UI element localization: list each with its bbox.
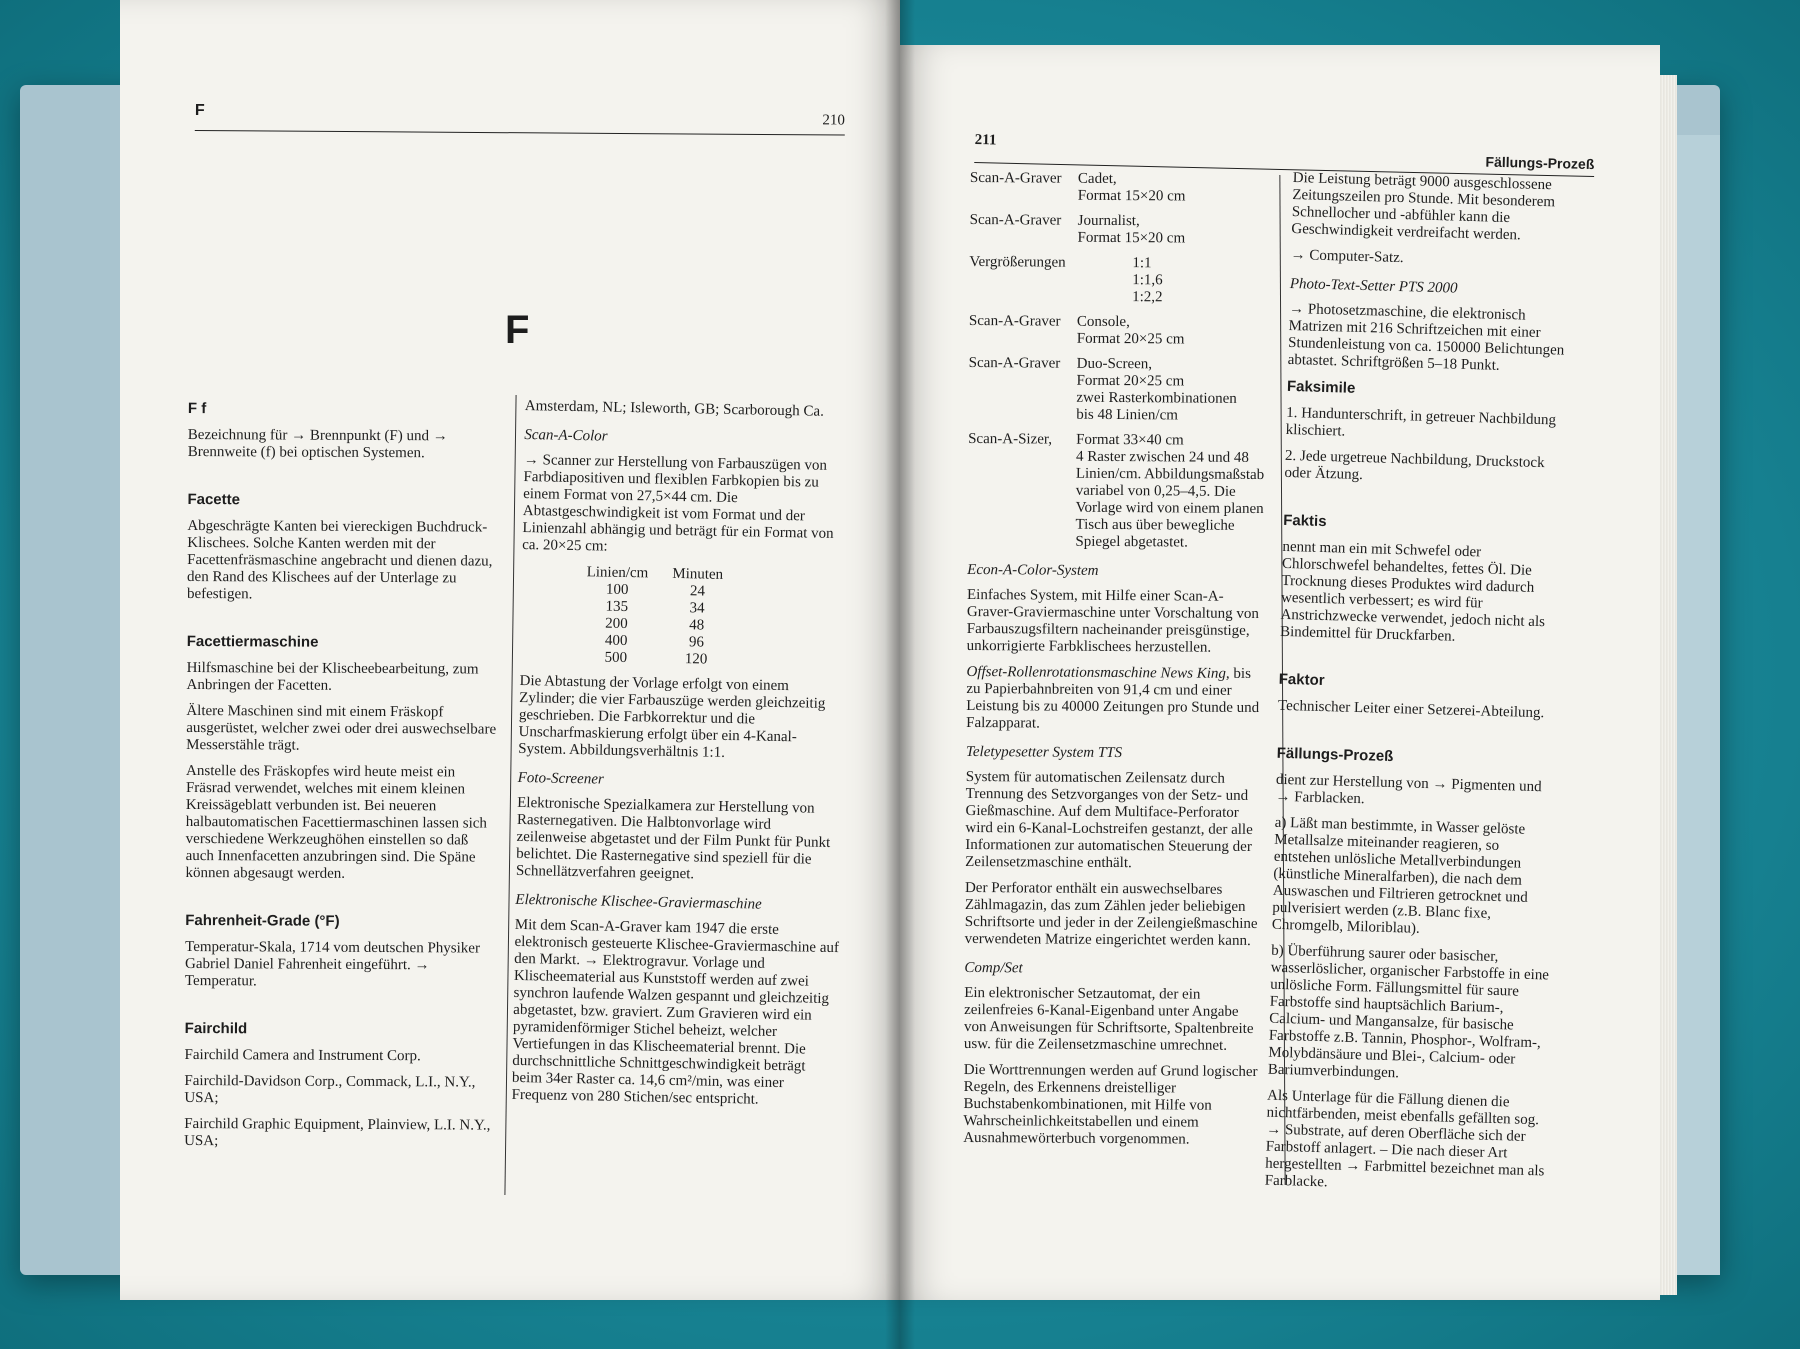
- spec-key: Scan-A-Graver: [968, 312, 1061, 330]
- spec-value-line: Format 20×25 cm: [1076, 330, 1185, 348]
- entry-text: Technischer Leiter einer Setzerei-Abteilung.: [1277, 697, 1545, 722]
- entry-text: Ein elektronischer Setzautomat, der ein zeilenfreies 6-Kanal-Eigenband unter Angabe von Anweisungen für Schriftsorte, Spaltenbreite usw. für die Zeilensetzmaschine umrechnet.: [963, 984, 1254, 1054]
- entry-text: Anstelle des Fräskopfes wird heute meist ein Fräsrad verwendet, welches mit einem kleinen Kreissägeblatt verbunden ist. Bei neueren halbautomatischen Facettiermaschinen lassen sich verschiedene Werkzeughöhen einstellen so daß auch Innenfacetten anzubringen sind. Die Späne können abgesaugt werden.: [185, 762, 487, 882]
- page-number-left: 210: [822, 112, 845, 129]
- table-cell: 48: [689, 617, 705, 634]
- entry-term: Fahrenheit-Grade (°F): [185, 911, 340, 930]
- entry-title: Econ-A-Color-System: [967, 561, 1099, 579]
- entry-text: Fairchild Graphic Equipment, Plainview, L.I. N.Y., USA;: [184, 1115, 491, 1150]
- spec-key: Vergrößerungen: [969, 253, 1066, 271]
- entry-text: Abgeschrägte Kanten bei viereckigen Buchdruck-Klischees. Solche Kanten werden mit der Facettenfräsmaschine angebracht und dienen dazu, den Rand des Klischees auf der Unterlage zu befestigen.: [186, 517, 493, 603]
- spec-value-line: 4 Raster zwischen 24 und 48 Linien/cm. Abbildungsmaßstab variabel von 0,25–4,5. Die Vorlage wird von einem planen Tisch aus über bewegliche Spiegel abgetastet.: [1075, 448, 1265, 551]
- page-number-right: 211: [974, 131, 997, 149]
- header-letter: F: [194, 101, 205, 120]
- spec-value: [1077, 314, 1269, 349]
- entry-text: System für automatischen Zeilensatz durch Trennung des Setzvorganges von der Setz- und Gießmaschine. Auf dem Multiface-Perforator wird ein 6-Kanal-Lochstreifen gestanzt, der alle Informationen zur automatischen Steuerung der Zeilensetzmaschine enthält.: [965, 768, 1253, 872]
- book-gutter: [885, 0, 915, 1349]
- entry-text: [966, 664, 1266, 734]
- right-column-2: [1264, 170, 1573, 1206]
- entry-term: Facette: [187, 490, 241, 509]
- table-cell: 400: [604, 632, 628, 650]
- spec-value-line: Journalist,: [1077, 212, 1140, 230]
- right-page: [900, 45, 1660, 1300]
- table-row: [575, 649, 736, 669]
- entry-text: Fairchild-Davidson Corp., Commack, L.I., N.Y., USA;: [184, 1072, 476, 1107]
- entry-text: Hilfsmaschine bei der Klischeebearbeitung, zum Anbringen der Facetten.: [186, 659, 479, 694]
- entry-text: Ältere Maschinen sind mit einem Fräskopf ausgerüstet, welcher zwei oder drei auswechselbare Messerstähle trägt.: [186, 702, 497, 754]
- entry-title: Elektronische Klischee-Graviermaschine: [515, 891, 762, 913]
- cross-reference: → Computer-Satz.: [1290, 246, 1404, 267]
- entry-term: Faktis: [1282, 511, 1327, 531]
- entry-text: nennt man ein mit Schwefel oder Chlorschwefel behandeltes, fettes Öl. Die Trocknung dieses Produktes wird dadurch wesentlich verbessert; es wird für Anstrichzwecke verwendet, jedoch nicht als Bindemittel für Druckfarben.: [1279, 538, 1546, 645]
- table-cell: 200: [605, 615, 628, 633]
- entry-text: b) Überführung saurer oder basischer, wasserlöslicher, organischer Farbstoffe in eine unlösliche Form. Fällungsmittel für saure Farbstoffe sind hauptsächlich Barium-, Calcium- und Mangansalze, für basische Farbstoffe z.B. Tannin, Phosphor-, Wolfram-, Molybdänsäure und Blei-, Calcium- oder Bariumverbindungen.: [1267, 942, 1550, 1082]
- spec-value-line: Cadet,: [1077, 170, 1117, 188]
- spec-value-line: Format 15×20 cm: [1077, 187, 1186, 205]
- entry-text: bis zu Papierbahnbreiten von 91,4 cm und einer Leistung bis zu 40000 Zeitungen pro Stunde und Falzapparat.: [966, 665, 1260, 732]
- entry-text: Die Abtastung der Vorlage erfolgt von einem Zylinder; die vier Farbauszüge werden gleichzeitig geschrieben. Die Farbkorrektur und die Unscharfmaskierung erfolgt über ein 4-Kanal-System. Abbildungsverhältnis 1:1.: [518, 672, 826, 761]
- entry-text: → Scanner zur Herstellung von Farbauszügen von Farbdiapositiven und flexiblen Farbkopien bis zu einem Format von 27,5×44 cm. Die Abtastgeschwindigkeit ist vom Format und der Linienzahl abhängig und beträgt für ein Format von ca. 20×25 cm:: [522, 451, 834, 555]
- entry-text: Temperatur-Skala, 1714 vom deutschen Physiker Gabriel Daniel Fahrenheit eingeführt. → Temperatur.: [184, 938, 481, 990]
- spec-value: [1075, 432, 1268, 552]
- left-column-2: [511, 398, 850, 1119]
- table-header: Minuten: [672, 565, 724, 583]
- left-page: [120, 0, 900, 1300]
- table-cell: 500: [604, 649, 628, 667]
- spec-value: [1077, 213, 1269, 248]
- entry-title: Offset-Rollenrotationsmaschine News King,: [966, 663, 1230, 682]
- spec-value-line: bis 48 Linien/cm: [1076, 406, 1179, 424]
- entry-text: 1. Handunterschrift, in getreuer Nachbildung klischiert.: [1285, 404, 1557, 440]
- entry-term: Fairchild: [184, 1019, 248, 1038]
- spec-key: Scan-A-Graver: [968, 354, 1061, 372]
- spec-key: Scan-A-Graver: [969, 170, 1062, 187]
- entry-term: Faksimile: [1286, 377, 1356, 397]
- entry-text: Die Leistung beträgt 9000 ausgeschlossene Zeitungszeilen pro Stunde. Mit besonderem Schnellocher und -abfühler kann die Geschwindigkeit verdreifacht werden.: [1291, 170, 1556, 244]
- spec-value-line: zwei Rasterkombinationen: [1076, 389, 1237, 407]
- entry-text: Amsterdam, NL; Isleworth, GB; Scarborough Ca.: [524, 398, 825, 420]
- entry-title: Scan-A-Color: [524, 426, 608, 445]
- entry-text: Elektronische Spezialkamera zur Herstellung von Rasternegativen. Die Halbtonvorlage wird zeilenweise abgetastet und der Film Punkt für Punkt belichtet. Die Rasternegative sind speziell für die Schnellätzverfahren geeignet.: [515, 794, 831, 883]
- entry-text: Einfaches System, mit Hilfe einer Scan-A-Graver-Graviermaschine unter Vorschaltung von Farbauszugsfiltern nacheinander preisgünstige, unkorrigierte Farbklischees herzustellen.: [966, 586, 1259, 656]
- entry-text: Der Perforator enthält ein auswechselbares Zählmagazin, das zum Zählen jeder beliebigen Schriftsorte und jeder in der Zeilengießmaschine verwendeten Matrize eingerichtet werden kann.: [964, 879, 1258, 949]
- entry-title: Foto-Screener: [517, 769, 604, 788]
- entry-title: Photo-Text-Setter PTS 2000: [1289, 275, 1458, 297]
- spec-value: [1076, 356, 1268, 425]
- left-running-head: [195, 100, 845, 136]
- entry-term: F f: [187, 400, 207, 418]
- right-column-1: [963, 170, 1270, 1158]
- spec-value: [1077, 255, 1269, 307]
- spec-value-line: 1:1,6: [1132, 272, 1163, 289]
- table-cell: 24: [689, 583, 706, 600]
- entry-term: Facettiermaschine: [186, 632, 319, 651]
- left-column-1: [184, 400, 498, 1161]
- entry-list: [1265, 378, 1568, 1198]
- spec-row: [969, 212, 1269, 248]
- table-cell: 96: [688, 634, 705, 651]
- entry-text: Bezeichnung für → Brennpunkt (F) und → Brennweite (f) bei optischen Systemen.: [187, 426, 448, 462]
- entry-term: Fällungs-Prozeß: [1276, 744, 1394, 766]
- spec-value: [1078, 171, 1270, 206]
- spec-value-line: Console,: [1076, 313, 1130, 331]
- spec-value-line: Format 33×40 cm: [1076, 431, 1184, 449]
- entry-text: → Photosetzmaschine, die elektronisch Matrizen mit 216 Schriftzeichen mit einer Stundenleistung von ca. 150000 Belichtungen abtastet. Schriftgrößen 5–18 Punkt.: [1287, 300, 1565, 374]
- entry-text: Fairchild Camera and Instrument Corp.: [184, 1046, 421, 1065]
- entry-text: dient zur Herstellung von → Pigmenten und → Farblacken.: [1275, 771, 1542, 808]
- spec-value-line: Format 20×25 cm: [1076, 372, 1185, 390]
- entry-text: Die Worttrennungen werden auf Grund logischer Regeln, des Erkennens dreistelliger Buchstabenkombinationen, mit Hilfe von Wahrscheinlichkeitstabellen und einem Ausnahmewörterbuch vorgenommen.: [963, 1061, 1258, 1148]
- spec-row: [970, 170, 1270, 206]
- spec-list: [967, 170, 1270, 552]
- spec-row: [967, 431, 1268, 552]
- table-cell: 120: [684, 651, 708, 668]
- spec-row: [969, 313, 1269, 349]
- spec-key: Scan-A-Graver: [969, 211, 1062, 229]
- spec-row: [968, 355, 1268, 425]
- entry-term: Faktor: [1278, 670, 1325, 690]
- spec-key: Scan-A-Sizer,: [968, 430, 1053, 448]
- entry-text: a) Läßt man bestimmte, in Wasser gelöste Metallsalze miteinander reagieren, so entstehen unlösliche Metallverbindungen (künstliche Mineralfarben), die nach dem Auswaschen und Filtrieren getrocknet und pulverisiert werden (z.B. Blanc fixe, Chromgelb, Miloriblau).: [1271, 814, 1528, 937]
- table-header: Linien/cm: [586, 564, 649, 582]
- lines-minutes-table: [575, 564, 737, 669]
- spec-value-line: 1:2,2: [1132, 289, 1163, 306]
- spec-value-line: 1:1: [1132, 255, 1152, 272]
- spec-value-line: Duo-Screen,: [1076, 355, 1153, 373]
- spec-value-line: Format 15×20 cm: [1077, 229, 1186, 247]
- entry-title: Teletypesetter System TTS: [965, 743, 1123, 762]
- entry-text: Mit dem Scan-A-Graver kam 1947 die erste elektronisch gesteuerte Klischee-Graviermaschine auf den Markt. → Elektrogravur. Vorlage und Klischeematerial aus Kunststoff werden auf zwei synchron laufende Walzen gespannt und gleichzeitig abgetastet, bzw. graviert. Zum Gravieren wird ein pyramidenförmiger Stichel beheizt, welcher Vertiefungen in das Klischeematerial brennt. Die durchschnittliche Schnittgeschwindigkeit beträgt beim 34er Raster ca. 14,6 cm²/min, was einer Frequenz von 280 Stichen/sec entspricht.: [511, 916, 840, 1108]
- table-cell: 135: [605, 598, 629, 616]
- header-title: Fällungs-Prozeß: [1485, 153, 1595, 173]
- table-cell: 34: [689, 600, 705, 617]
- table-cell: 100: [605, 581, 629, 599]
- spec-row: [969, 254, 1269, 307]
- section-letter: F: [505, 308, 530, 352]
- entry-text: 2. Jede urgetreue Nachbildung, Druckstock oder Ätzung.: [1284, 447, 1545, 484]
- entry-title: Comp/Set: [964, 959, 1023, 977]
- table-header-row: [576, 564, 737, 584]
- entry-text: Als Unterlage für die Fällung dienen die nichtfärbenden, meist ebenfalls gefällten sog. → Substrate, auf deren Oberfläche sich der Farbstoff anlagert. – Die nach dieser Art hergestellten → Farbmittel bezeichnet man als Farblacke.: [1264, 1087, 1545, 1191]
